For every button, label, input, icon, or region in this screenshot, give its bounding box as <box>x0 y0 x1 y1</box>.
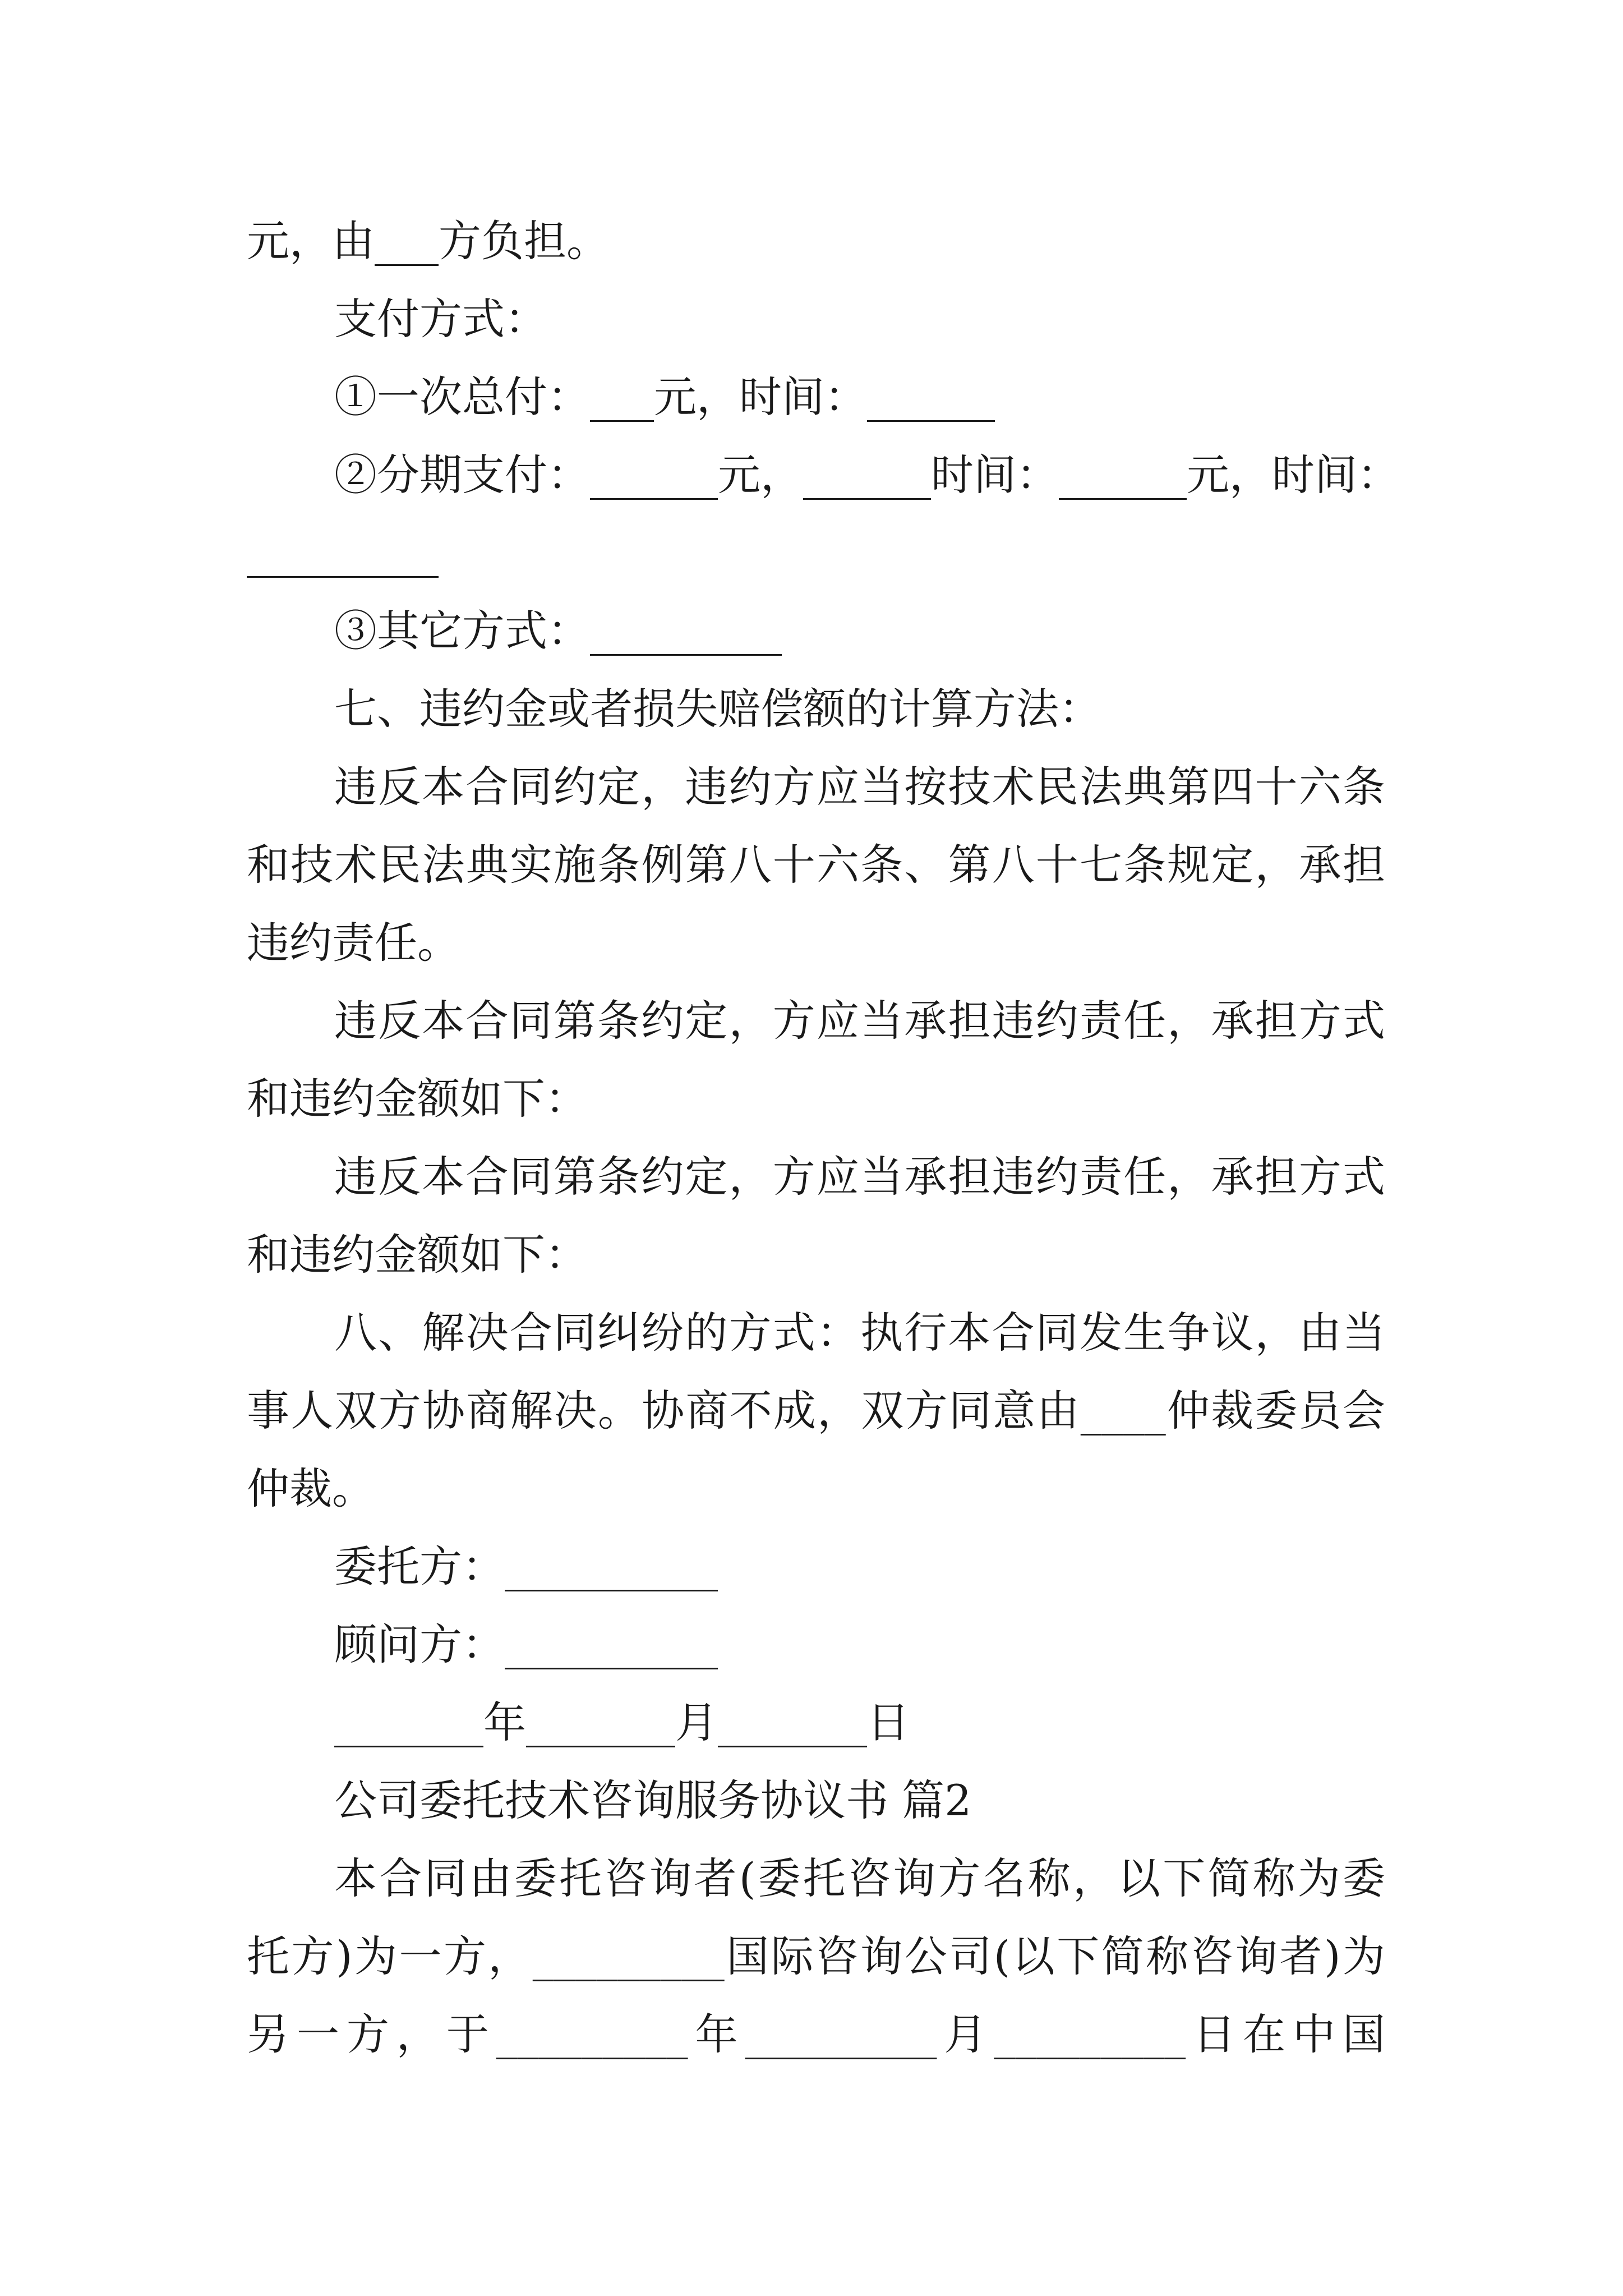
paragraph-line: 违反本合同第条约定，方应当承担违约责任，承担方式 <box>334 1152 1385 1202</box>
agreement-title: 公司委托技术咨询服务协议书 篇2 <box>334 1775 972 1825</box>
other-payment-line: ③其它方式：_________ <box>334 606 782 656</box>
consultant-signature-line: 顾问方：__________ <box>334 1619 718 1669</box>
paragraph-line: 仲裁。 <box>247 1464 375 1513</box>
paragraph-line: 另一方，于_________年_________月_________日在中国 <box>247 2009 1385 2059</box>
paragraph-line: 事人双方协商解决。协商不成，双方同意由____仲裁委员会 <box>247 1386 1385 1435</box>
client-signature-line: 委托方：__________ <box>334 1542 718 1591</box>
paragraph-line: 和违约金额如下： <box>247 1074 588 1124</box>
section-eight-line: 八、解决合同纠纷的方式：执行本合同发生争议，由当 <box>334 1308 1385 1358</box>
lump-sum-payment-line: ①一次总付：___元，时间：______ <box>334 372 995 422</box>
paragraph-line: 本合同由委托咨询者(委托咨询方名称，以下简称为委 <box>334 1853 1385 1903</box>
section-seven-heading: 七、违约金或者损失赔偿额的计算方法： <box>334 684 1101 734</box>
date-line: _______年_______月_______日 <box>334 1697 910 1747</box>
installment-payment-blank: _________ <box>247 528 439 578</box>
document-body <box>247 202 1400 2073</box>
paragraph-line: 和技术民法典实施条例第八十六条、第八十七条规定，承担 <box>247 840 1385 890</box>
payment-method-heading: 支付方式： <box>334 294 547 344</box>
paragraph-line: 托方)为一方，_________国际咨询公司(以下简称咨询者)为 <box>247 1931 1385 1981</box>
paragraph-line: 违反本合同第条约定，方应当承担违约责任，承担方式 <box>334 996 1385 1046</box>
paragraph-line: 违约责任。 <box>247 918 460 968</box>
paragraph-line: 违反本合同约定，违约方应当按技术民法典第四十六条 <box>334 762 1385 812</box>
fee-bearer-line: 元，由___方负担。 <box>247 216 609 266</box>
installment-payment-line: ②分期支付：______元，______时间：______元，时间： <box>334 450 1400 500</box>
paragraph-line: 和违约金额如下： <box>247 1230 588 1280</box>
